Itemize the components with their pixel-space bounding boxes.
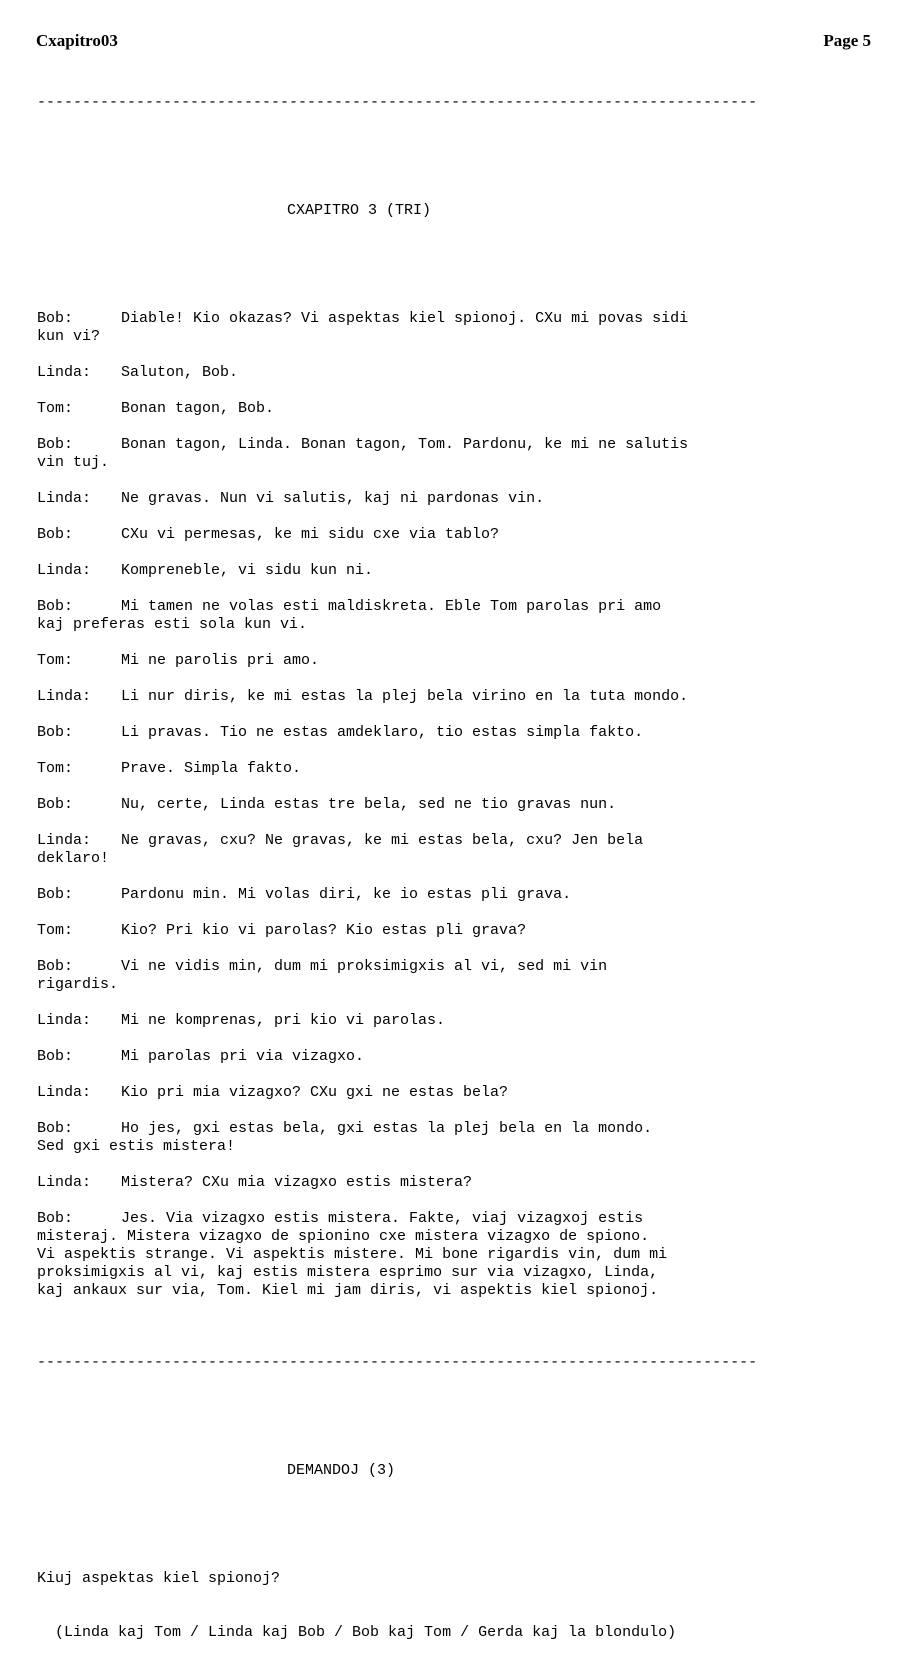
dialogue-text: Li pravas. Tio ne estas amdeklaro, tio estas simpla fakto. (121, 724, 644, 741)
dialogue-line (37, 598, 757, 616)
blank-line (37, 1300, 757, 1318)
dialogue-line (37, 1048, 757, 1066)
dialogue-text: Jes. Via vizagxo estis mistera. Fakte, viaj vizagxoj estis (121, 1210, 644, 1227)
speaker-name: Bob: (37, 1048, 74, 1065)
blank-line (37, 544, 757, 562)
speaker-name: Linda: (37, 490, 92, 507)
speaker-name: Bob: (37, 436, 74, 453)
speaker-name: Bob: (37, 886, 74, 903)
dialogue-entry (37, 760, 757, 796)
dialogue-line (37, 1138, 757, 1156)
dialogue-entry (37, 724, 757, 760)
dialogue-text: Vi aspektis strange. Vi aspektis mistere. Mi bone rigardis vin, dum mi (37, 1246, 668, 1263)
dialogue-entry (37, 598, 757, 652)
dialogue-text: Mi ne parolis pri amo. (121, 652, 320, 669)
blank-line (37, 418, 757, 436)
dialogue-line (37, 454, 757, 472)
speaker-name: Linda: (37, 562, 92, 579)
dialogue-line (37, 850, 757, 868)
dialogue-line (37, 886, 757, 904)
speaker-name: Bob: (37, 526, 74, 543)
dialogue-entry (37, 364, 757, 400)
dialogue-text: kaj preferas esti sola kun vi. (37, 616, 308, 633)
speaker-name: Bob: (37, 1210, 74, 1227)
blank-line (37, 382, 757, 400)
dialogue-line (37, 724, 757, 742)
blank-line (37, 472, 757, 490)
dialogue-entry (37, 886, 757, 922)
dialogue-entry (37, 1012, 757, 1048)
speaker-name: Bob: (37, 1120, 74, 1137)
blank-line (37, 634, 757, 652)
dialogue-line (37, 436, 757, 454)
blank-line (37, 1102, 757, 1120)
dialogue-entry (37, 922, 757, 958)
dialogue-line (37, 1084, 757, 1102)
dialogue-text: kun vi? (37, 328, 101, 345)
dialogue-line (37, 976, 757, 994)
dialogue-line (37, 922, 757, 940)
speaker-name: Linda: (37, 688, 92, 705)
separator-bottom: -------------------------------------------------------------------------------- (37, 1354, 758, 1371)
speaker-name: Bob: (37, 310, 74, 327)
dialogue-text: Mi tamen ne volas esti maldiskreta. Eble Tom parolas pri amo (121, 598, 662, 615)
dialogue-entry (37, 562, 757, 598)
questions-title: DEMANDOJ (3) (287, 1462, 396, 1479)
blank-line (37, 706, 757, 724)
blank-line (37, 904, 757, 922)
dialogue-text: rigardis. (37, 976, 119, 993)
dialogue-line (37, 1174, 757, 1192)
dialogue-text: Kio pri mia vizagxo? CXu gxi ne estas bela? (121, 1084, 509, 1101)
dialogue-text: Bonan tagon, Bob. (121, 400, 275, 417)
dialogue-entry (37, 1084, 757, 1120)
dialogue-text: Sed gxi estis mistera! (37, 1138, 236, 1155)
blank-line (37, 508, 757, 526)
dialogue-entry (37, 1120, 757, 1174)
dialogue-line (37, 1246, 757, 1264)
dialogue-entry (37, 526, 757, 562)
answer-options-line (37, 1624, 757, 1642)
blank-line (37, 1156, 757, 1174)
dialogue-line (37, 526, 757, 544)
speaker-name: Tom: (37, 922, 74, 939)
blank-line (37, 1408, 757, 1426)
dialogue-text: Ne gravas, cxu? Ne gravas, ke mi estas bela, cxu? Jen bela (121, 832, 644, 849)
dialogue-line (37, 688, 757, 706)
dialogue-text: Kio? Pri kio vi parolas? Kio estas pli grava? (121, 922, 527, 939)
dialogue-text: Ne gravas. Nun vi salutis, kaj ni pardonas vin. (121, 490, 545, 507)
dialogue-line (37, 1120, 757, 1138)
blank-line (37, 1030, 757, 1048)
dialogue-text: misteraj. Mistera vizagxo de spionino cxe mistera vizagxo de spiono. (37, 1228, 650, 1245)
speaker-name: Tom: (37, 652, 74, 669)
dialogue-text: Mi parolas pri via vizagxo. (121, 1048, 365, 1065)
dialogue-line (37, 1264, 757, 1282)
dialogue-text: vin tuj. (37, 454, 110, 471)
separator-top: -------------------------------------------------------------------------------- (37, 94, 758, 111)
dialogue-text: Mistera? CXu mia vizagxo estis mistera? (121, 1174, 473, 1191)
blank-line (37, 742, 757, 760)
dialogue-line (37, 760, 757, 778)
chapter-title: CXAPITRO 3 (TRI) (287, 202, 432, 219)
dialogue-entry (37, 832, 757, 886)
blank-line (37, 148, 757, 166)
dialogue-entry (37, 310, 757, 364)
speaker-name: Tom: (37, 760, 74, 777)
dialogue-entry (37, 1048, 757, 1084)
speaker-name: Linda: (37, 1174, 92, 1191)
speaker-name: Bob: (37, 796, 74, 813)
dialogue-line (37, 1228, 757, 1246)
dialogue-text: deklaro! (37, 850, 110, 867)
dialogue-text: Li nur diris, ke mi estas la plej bela virino en la tuta mondo. (121, 688, 689, 705)
dialogue-entry (37, 688, 757, 724)
dialogue-line (37, 1012, 757, 1030)
dialogue-entry (37, 1174, 757, 1210)
dialogue-entry (37, 400, 757, 436)
dialogue-text: proksimigxis al vi, kaj estis mistera esprimo sur via vizagxo, Linda, (37, 1264, 659, 1281)
dialogue-text: Kompreneble, vi sidu kun ni. (121, 562, 374, 579)
question: Kiuj aspektas kiel spionoj? (37, 1570, 281, 1587)
dialogue-line (37, 364, 757, 382)
page-header (36, 31, 871, 53)
page-number: Page 5 (823, 31, 871, 50)
speaker-name: Bob: (37, 724, 74, 741)
dialogue-line (37, 562, 757, 580)
dialogue-entry (37, 796, 757, 832)
dialogue-text: Prave. Simpla fakto. (121, 760, 302, 777)
dialogue-entry (37, 490, 757, 526)
dialogue-line (37, 1282, 757, 1300)
dialogue-entry (37, 1210, 757, 1318)
dialogue-line (37, 328, 757, 346)
blank-line (37, 580, 757, 598)
blank-line (37, 1066, 757, 1084)
dialogue-line (37, 1210, 757, 1228)
dialogue-entry (37, 958, 757, 1012)
dialogue-line (37, 958, 757, 976)
answer-options: (Linda kaj Tom / Linda kaj Bob / Bob kaj Tom / Gerda kaj la blondulo) (55, 1624, 677, 1641)
dialogue-text: Diable! Kio okazas? Vi aspektas kiel spionoj. CXu mi povas sidi (121, 310, 689, 327)
blank-line (37, 778, 757, 796)
dialogue-line (37, 310, 757, 328)
dialogue-text: Bonan tagon, Linda. Bonan tagon, Tom. Pardonu, ke mi ne salutis (121, 436, 689, 453)
dialogue-line (37, 652, 757, 670)
blank-line (37, 1516, 757, 1534)
blank-line (37, 814, 757, 832)
document-title: Cxapitro03 (36, 31, 118, 50)
dialogue-line (37, 832, 757, 850)
speaker-name: Linda: (37, 832, 92, 849)
dialogue-line (37, 400, 757, 418)
dialogue (37, 310, 757, 1318)
dialogue-text: Mi ne komprenas, pri kio vi parolas. (121, 1012, 446, 1029)
blank-line (37, 346, 757, 364)
dialogue-text: Pardonu min. Mi volas diri, ke io estas pli grava. (121, 886, 572, 903)
questions-title-line (37, 1462, 757, 1480)
speaker-name: Bob: (37, 958, 74, 975)
dialogue-text: Saluton, Bob. (121, 364, 239, 381)
speaker-name: Linda: (37, 1084, 92, 1101)
dialogue-entry (37, 652, 757, 688)
dialogue-line (37, 490, 757, 508)
document-body (37, 58, 757, 1660)
speaker-name: Tom: (37, 400, 74, 417)
dialogue-text: Ho jes, gxi estas bela, gxi estas la plej bela en la mondo. (121, 1120, 653, 1137)
speaker-name: Linda: (37, 364, 92, 381)
blank-line (37, 940, 757, 958)
dialogue-line (37, 616, 757, 634)
blank-line (37, 670, 757, 688)
blank-line (37, 868, 757, 886)
speaker-name: Bob: (37, 598, 74, 615)
dialogue-entry (37, 436, 757, 490)
dialogue-line (37, 796, 757, 814)
blank-line (37, 994, 757, 1012)
blank-line (37, 1192, 757, 1210)
speaker-name: Linda: (37, 1012, 92, 1029)
dialogue-text: Vi ne vidis min, dum mi proksimigxis al vi, sed mi vin (121, 958, 608, 975)
dialogue-text: CXu vi permesas, ke mi sidu cxe via tablo? (121, 526, 500, 543)
blank-line (37, 256, 757, 274)
dialogue-text: kaj ankaux sur via, Tom. Kiel mi jam diris, vi aspektis kiel spionoj. (37, 1282, 659, 1299)
chapter-title-line (37, 202, 757, 220)
dialogue-text: Nu, certe, Linda estas tre bela, sed ne tio gravas nun. (121, 796, 617, 813)
